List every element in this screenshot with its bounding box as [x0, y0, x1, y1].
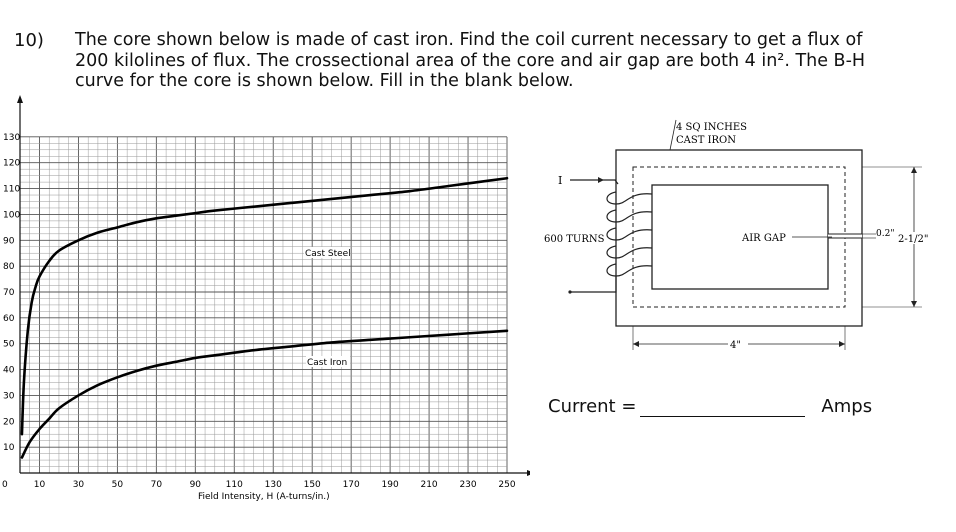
height-dimension: 2-1/2" [898, 234, 929, 245]
core-label-material: CAST IRON [676, 135, 736, 146]
series-label-cast-iron: Cast Iron [307, 358, 348, 368]
current-arrow [598, 177, 604, 183]
x-axis-arrow [527, 470, 530, 476]
series-line-cast-iron [22, 331, 507, 458]
x-tick-label: 130 [264, 480, 282, 490]
x-tick-label: 30 [72, 480, 85, 490]
core-outer [616, 150, 862, 326]
y-tick-label: 10 [3, 443, 15, 454]
current-answer-blank[interactable] [640, 398, 805, 417]
core-label-area: 4 SQ INCHES [676, 122, 747, 133]
y-tick-label: 70 [3, 288, 15, 298]
magnetic-core-diagram [530, 110, 940, 360]
y-tick-label: 50 [3, 339, 15, 350]
y-tick-label: 30 [3, 391, 15, 402]
y-tick-label: 110 [3, 184, 21, 195]
x-tick-label: 70 [150, 480, 163, 490]
x-tick-label: 150 [303, 480, 321, 490]
y-tick-label: 90 [3, 236, 15, 247]
y-axis-arrow [17, 95, 23, 103]
y-tick-label: 20 [3, 417, 15, 428]
x-tick-label: 190 [381, 480, 399, 490]
gap-dimension: 0.2" [876, 229, 895, 239]
y-tick-label: 100 [3, 210, 21, 221]
y-tick-label: 60 [3, 313, 15, 324]
bh-curve-chart [0, 95, 530, 515]
turns-label: 600 TURNS [544, 234, 605, 245]
answer-blank-row [548, 396, 872, 417]
answer-units: Amps [821, 396, 873, 417]
x-tick-label: 250 [498, 480, 516, 490]
x-tick-label: 90 [189, 480, 202, 490]
question-line: curve for the core is shown below. Fill in the blank below. [75, 71, 574, 91]
air-gap-label: AIR GAP [742, 233, 786, 244]
y-tick-label: 130 [3, 132, 21, 143]
air-gap [828, 234, 862, 238]
current-label: I [558, 174, 563, 187]
x-tick-label: 110 [225, 480, 243, 490]
question-line: The core shown below is made of cast iron. Find the coil current necessary to get a flux of [75, 30, 863, 50]
y-tick-label: 40 [3, 365, 15, 376]
x-tick-label: 50 [111, 480, 124, 490]
series-label-cast-steel: Cast Steel [305, 249, 351, 259]
x-tick-label: 170 [342, 480, 360, 490]
y-tick-label: 120 [3, 158, 21, 169]
width-dimension: 4" [730, 340, 741, 351]
y-tick-label: 80 [3, 262, 15, 273]
x-axis-label: Field Intensity, H (A-turns/in.) [198, 492, 330, 502]
x-tick-label: 230 [459, 480, 477, 490]
question-number: 10) [14, 30, 44, 51]
question-line: 200 kilolines of flux. The crossectional area of the core and air gap are both 4 in². The B-H [75, 50, 866, 71]
x-tick-label: 210 [420, 480, 438, 490]
question-text [75, 30, 935, 92]
x-tick-label: 10 [33, 480, 46, 490]
x-tick-label: 0 [2, 480, 8, 490]
current-answer-label: Current = [548, 396, 637, 417]
